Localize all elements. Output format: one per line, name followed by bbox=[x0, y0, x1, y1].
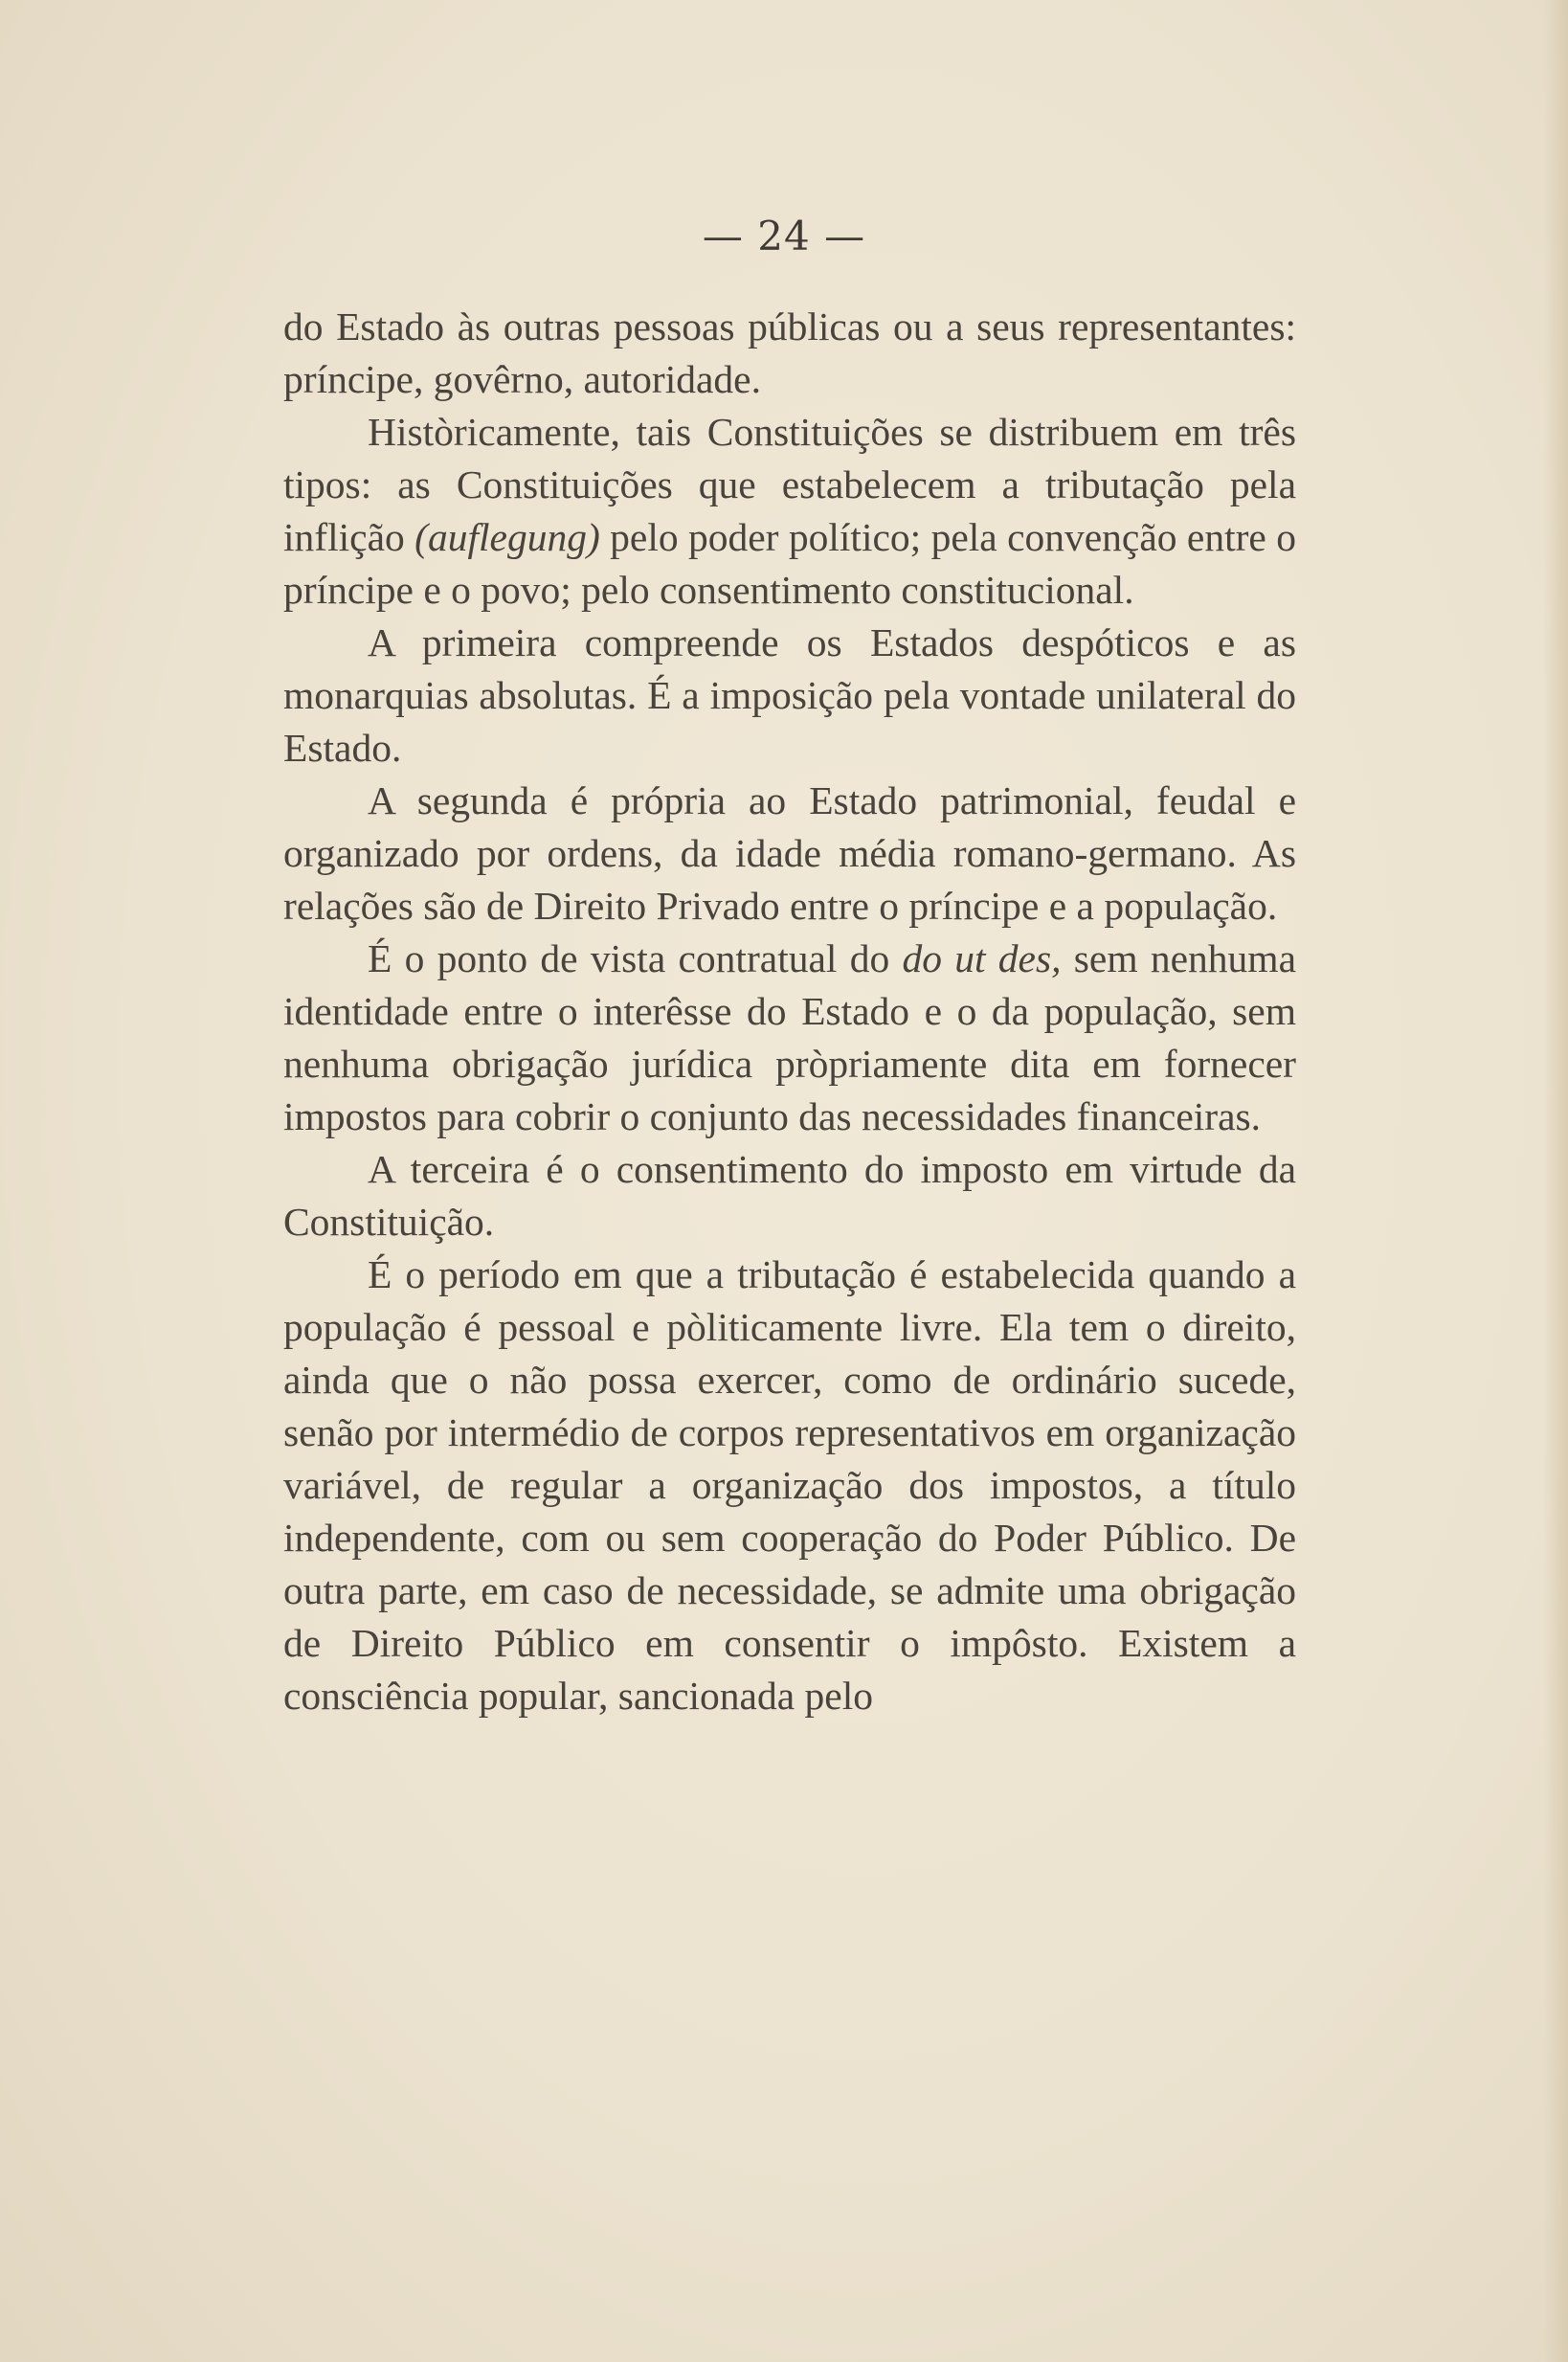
italic-term: (auflegung) bbox=[414, 515, 600, 559]
paragraph bbox=[283, 933, 1296, 1143]
body-text bbox=[283, 301, 1296, 1722]
page-edge-shadow bbox=[1543, 0, 1568, 2362]
page-number: — 24 — bbox=[702, 213, 866, 259]
paragraph: A terceira é o consentimento do imposto em virtude da Constituição. bbox=[283, 1147, 1296, 1244]
paragraph-text: sem nenhuma identidade entre o interêsse do Estado e o da população, sem nenhuma obrigação jurídica pròpriamente dita em fornecer impostos para cobrir o conjunto das necessidades financeiras. bbox=[283, 936, 1296, 1138]
paragraph: do Estado às outras pessoas públicas ou a seus representantes: príncipe, govêrno, autoridade. bbox=[283, 304, 1296, 401]
paragraph-text: Històricamente, tais Constituições se distribuem em três tipos: as Constituições que estabelecem a tributação pela inflição bbox=[283, 410, 1296, 559]
italic-term: do ut des, bbox=[902, 936, 1062, 980]
paragraph bbox=[283, 406, 1296, 617]
paragraph-text: É o ponto de vista contratual do bbox=[368, 936, 903, 980]
paragraph-text: pelo poder político; pela convenção entre o príncipe e o povo; pelo consentimento constitucional. bbox=[283, 515, 1296, 612]
paragraph: A primeira compreende os Estados despóticos e as monarquias absolutas. É a imposição pela vontade unilateral do Estado. bbox=[283, 620, 1296, 770]
paragraph: A segunda é própria ao Estado patrimonial, feudal e organizado por ordens, da idade média romano-germano. As relações são de Direito Privado entre o príncipe e a população. bbox=[283, 778, 1296, 928]
paragraph: É o período em que a tributação é estabelecida quando a população é pessoal e pòliticamente livre. Ela tem o direito, ainda que o não possa exercer, como de ordinário sucede, senão por intermédio de corpos representativos em organização variável, de regular a organização dos impostos, a título independente, com ou sem cooperação do Poder Público. De outra parte, em caso de necessidade, se admite uma obrigação de Direito Público em consentir o impôsto. Existem a consciência popular, sancionada pelo bbox=[283, 1252, 1296, 1718]
